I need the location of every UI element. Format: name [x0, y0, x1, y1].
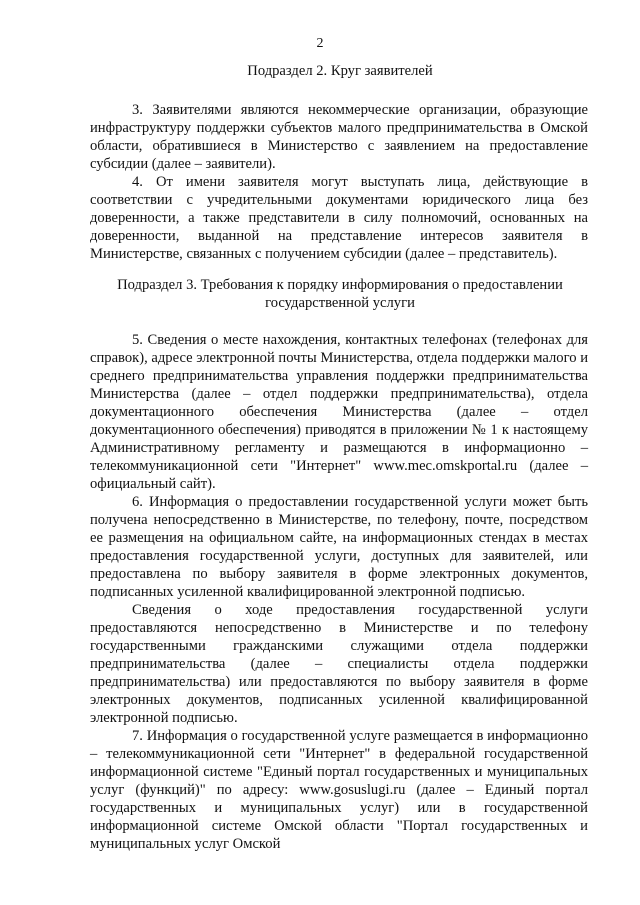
subsection-3-body	[90, 331, 588, 853]
subsection-2-title: Подраздел 2. Круг заявителей	[247, 63, 433, 79]
page-number: 2	[316, 36, 324, 51]
paragraph-4: 4. От имени заявителя могут выступать лица, действующие в соответствии с учредительными документами юридического лица без доверенности, а также представители в силу полномочий, основанных на доверенности, выданной на представление интересов заявителя в Министерстве, связанных с получением субсидии (далее – представитель).	[90, 174, 588, 262]
subsection-2-body	[90, 101, 588, 263]
paragraph-5: 5. Сведения о месте нахождения, контактных телефонах (телефонах для справок), адресе электронной почты Министерства, отдела поддержки малого и среднего предпринимательства управления поддержки предпринимательства Министерства (далее – отдел поддержки предпринимательства), отдела документационного обеспечения Министерства (далее – отдел документационного обеспечения) приводятся в приложении № 1 к настоящему Административному регламенту и размещаются в информационно – телекоммуникационной сети "Интернет" www.mec.omskportal.ru (далее – официальный сайт).	[90, 332, 588, 492]
paragraph-6: 6. Информация о предоставлении государственной услуги может быть получена непосредственно в Министерстве, по телефону, почте, посредством ее размещения на официальном сайте, на информационных стендах в местах предоставления государственной услуги, доступных для заявителей, или предоставлена по выбору заявителя в форме электронных документов, подписанных усиленной квалифицированной электронной подписью.	[90, 494, 588, 600]
paragraph-7: 7. Информация о государственной услуге размещается в информационно – телекоммуникационной сети "Интернет" в федеральной государственной информационной системе "Единый портал государственных и муниципальных услуг (функций)" по адресу: www.gosuslugi.ru (далее – Единый портал государственных и муниципальных услуг) или в государственной информационной системе Омской области "Портал государственных и муниципальных услуг Омской	[90, 728, 588, 852]
paragraph-6-continued: Сведения о ходе предоставления государственной услуги предоставляются непосредственно в Министерстве и по телефону государственными гражданскими служащими отдела поддержки предпринимательства (далее – специалисты отдела поддержки предпринимательства) или предоставляются по выбору заявителя в форме электронных документов, подписанных усиленной квалифицированной электронной подписью.	[90, 602, 588, 726]
subsection-3-title: Подраздел 3. Требования к порядку информирования о предоставлении государственной услуги	[117, 277, 563, 311]
paragraph-3: 3. Заявителями являются некоммерческие организации, образующие инфраструктуру поддержки субъектов малого предпринимательства в Омской области, обратившиеся в Министерство с заявлением на предоставление субсидии (далее – заявители).	[90, 102, 588, 172]
